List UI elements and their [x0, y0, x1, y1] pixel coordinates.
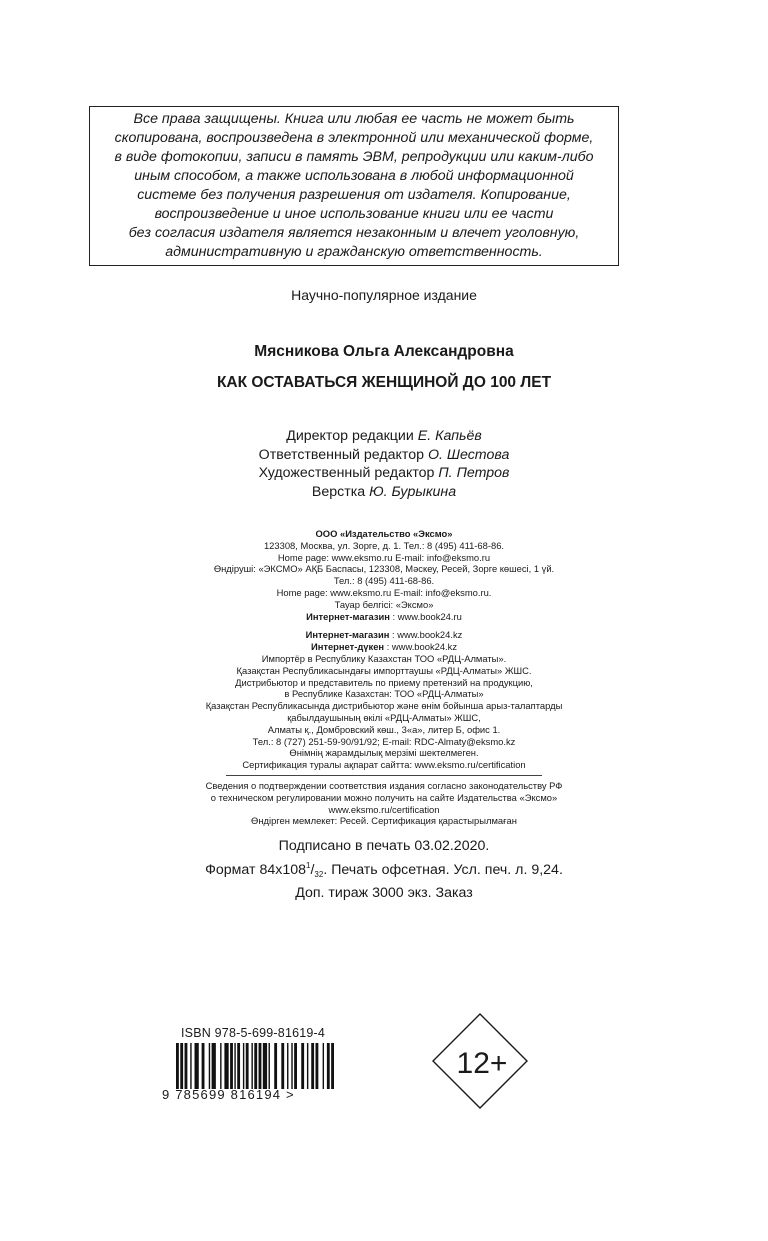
barcode-bar	[254, 1043, 257, 1089]
kz-info-line: Өнімнің жарамдылық мерзімі шектелмеген.	[289, 747, 479, 759]
barcode-bar	[281, 1043, 284, 1089]
book-title: КАК ОСТАВАТЬСЯ ЖЕНЩИНОЙ ДО 100 ЛЕТ	[216, 374, 552, 391]
staff-role: Верстка	[311, 483, 366, 500]
staff-role: Художественный редактор	[258, 465, 435, 481]
barcode-bar	[209, 1043, 210, 1089]
barcode-bar	[259, 1043, 262, 1089]
kz-info-line: в Республике Казахстан: ТОО «РДЦ-Алматы»	[284, 688, 484, 700]
barcode-bar	[311, 1043, 314, 1089]
barcode-bar	[202, 1043, 205, 1089]
barcode-bar	[230, 1043, 233, 1089]
staff-name: Ю. Бурыкина	[369, 483, 457, 500]
kz-info-line: Импортёр в Республику Казахстан ТОО «РДЦ-Алматы».	[261, 652, 507, 664]
staff-role: Директор редакции	[286, 428, 414, 444]
staff-line	[0, 427, 768, 446]
imprint-block	[0, 528, 768, 827]
rights-line: скопирована, воспроизведена в электронной или механической форме,	[114, 130, 594, 146]
staff-line	[0, 483, 768, 502]
barcode-bar	[190, 1043, 191, 1089]
staff-role: Ответственный редактор	[258, 446, 425, 463]
barcode-bar	[224, 1043, 228, 1089]
print-info	[0, 837, 768, 903]
rights-line: в виде фотокопии, записи в память ЭВМ, репродукции или каким-либо	[114, 149, 594, 165]
barcode-bar	[323, 1043, 324, 1089]
cert-line: Өндірген мемлекет: Ресей. Сертификация қарастырылмаған	[251, 815, 517, 827]
cert-line: www.eksmo.ru/certification	[328, 803, 440, 815]
print-run: Доп. тираж 3000 экз. Заказ	[295, 885, 473, 901]
publisher-web: Home page: www.eksmo.ru E-mail: info@eksmo.ru	[277, 551, 491, 563]
editorial-staff	[0, 427, 768, 501]
age-rating-text: 12+	[456, 1047, 508, 1080]
barcode-digits: 9 785699 816194 >	[162, 1087, 295, 1102]
barcode-bar	[237, 1043, 240, 1089]
rights-line: воспроизведение и иное использование книги или ее части	[154, 206, 554, 222]
publisher-name: ООО «Издательство «Эксмо»	[315, 528, 453, 539]
shop-kz: Интернет-магазин : www.book24.kz	[305, 629, 463, 641]
trademark: Тауар белгісі: «Эксмо»	[334, 598, 434, 610]
staff-name: Е. Капьёв	[417, 428, 482, 444]
barcode-bar	[327, 1043, 330, 1089]
barcode-bar	[220, 1043, 221, 1089]
barcode-bar	[291, 1043, 292, 1089]
kz-producer: Өндіруші: «ЭКСМО» АҚБ Баспасы, 123308, Мәскеу, Ресей, Зорге көшесі, 1 үй.	[213, 563, 555, 575]
isbn-label: ISBN 978-5-699-81619-4	[181, 1026, 326, 1040]
barcode-bar	[246, 1043, 249, 1089]
publisher-address: 123308, Москва, ул. Зорге, д. 1. Тел.: 8 (495) 411-68-86.	[263, 539, 505, 551]
kz-info-line: Қазақстан Республикасында дистрибьютор және өнім бойынша арыз-талаптарды	[205, 700, 563, 712]
kz-web: Home page: www.eksmo.ru E-mail: info@eksmo.ru.	[276, 586, 492, 598]
barcode-bar	[307, 1043, 308, 1089]
barcode-bar	[185, 1043, 188, 1089]
rights-line: без согласия издателя является незаконным и влечет уголовную,	[128, 225, 580, 241]
kz-info-line: Алматы қ., Домбровский көш., 3«а», литер Б, офис 1.	[267, 723, 501, 735]
barcode-bar	[263, 1043, 267, 1089]
age-rating-badge	[432, 1013, 528, 1109]
staff-name: О. Шестова	[428, 446, 510, 463]
barcode-bar	[287, 1043, 288, 1089]
staff-name: П. Петров	[438, 465, 510, 481]
barcode-bar	[234, 1043, 235, 1089]
shop-kz-local: Интернет-дүкен : www.book24.kz	[310, 641, 458, 653]
barcode-bar	[294, 1043, 297, 1089]
barcode-bar	[195, 1043, 199, 1089]
rights-notice-box	[89, 106, 619, 266]
barcode-bar	[176, 1043, 179, 1089]
barcode-bar	[251, 1043, 252, 1089]
kz-info-line: Тел.: 8 (727) 251-59-90/91/92; E-mail: RDC-Almaty@eksmo.kz	[252, 735, 516, 747]
kz-info-line: Дистрибьютор и представитель по приему претензий на продукцию,	[235, 676, 533, 688]
kz-info-line: Сертификация туралы ақпарат сайтта: www.eksmo.ru/certification	[242, 759, 526, 771]
kz-phone: Тел.: 8 (495) 411-68-86.	[333, 575, 435, 587]
barcode-icon	[176, 1043, 336, 1089]
rights-line: иным способом, а также использована в любой информационной	[134, 168, 574, 184]
barcode-bar	[243, 1043, 244, 1089]
barcode-bar	[212, 1043, 216, 1089]
format-line: Формат $84x108^1/_{32}$. Печать офсетная. Усл. печ. л. 9,24.	[205, 861, 563, 879]
signed-date: Подписано в печать 03.02.2020.	[278, 838, 490, 854]
rights-line: Все права защищены. Книга или любая ее часть не может быть	[133, 111, 575, 127]
author-name: Мясникова Ольга Александровна	[254, 343, 514, 360]
rights-line: системе без получения разрешения от издателя. Копирование,	[137, 187, 571, 203]
barcode-bar	[301, 1043, 304, 1089]
kz-info-line: Қазақстан Республикасындағы импорттаушы «РДЦ-Алматы» ЖШС.	[236, 664, 532, 676]
staff-line	[0, 464, 768, 483]
rights-line: административную и гражданскую ответственность.	[165, 244, 543, 260]
edition-type: Научно-популярное издание	[291, 287, 477, 303]
cert-line: о техническом регулировании можно получить на сайте Издательства «Эксмо»	[210, 791, 558, 803]
cert-line: Сведения о подтверждении соответствия издания согласно законодательству РФ	[205, 779, 563, 791]
staff-line	[0, 446, 768, 465]
divider	[226, 775, 542, 776]
barcode-bar	[269, 1043, 270, 1089]
barcode-bar	[274, 1043, 277, 1089]
shop-ru: Интернет-магазин : www.book24.ru	[306, 610, 462, 622]
barcode-bar	[180, 1043, 183, 1089]
kz-info-line: қабылдаушының өкілі «РДЦ-Алматы» ЖШС,	[287, 711, 481, 723]
barcode-bar	[316, 1043, 319, 1089]
barcode-bar	[331, 1043, 334, 1089]
